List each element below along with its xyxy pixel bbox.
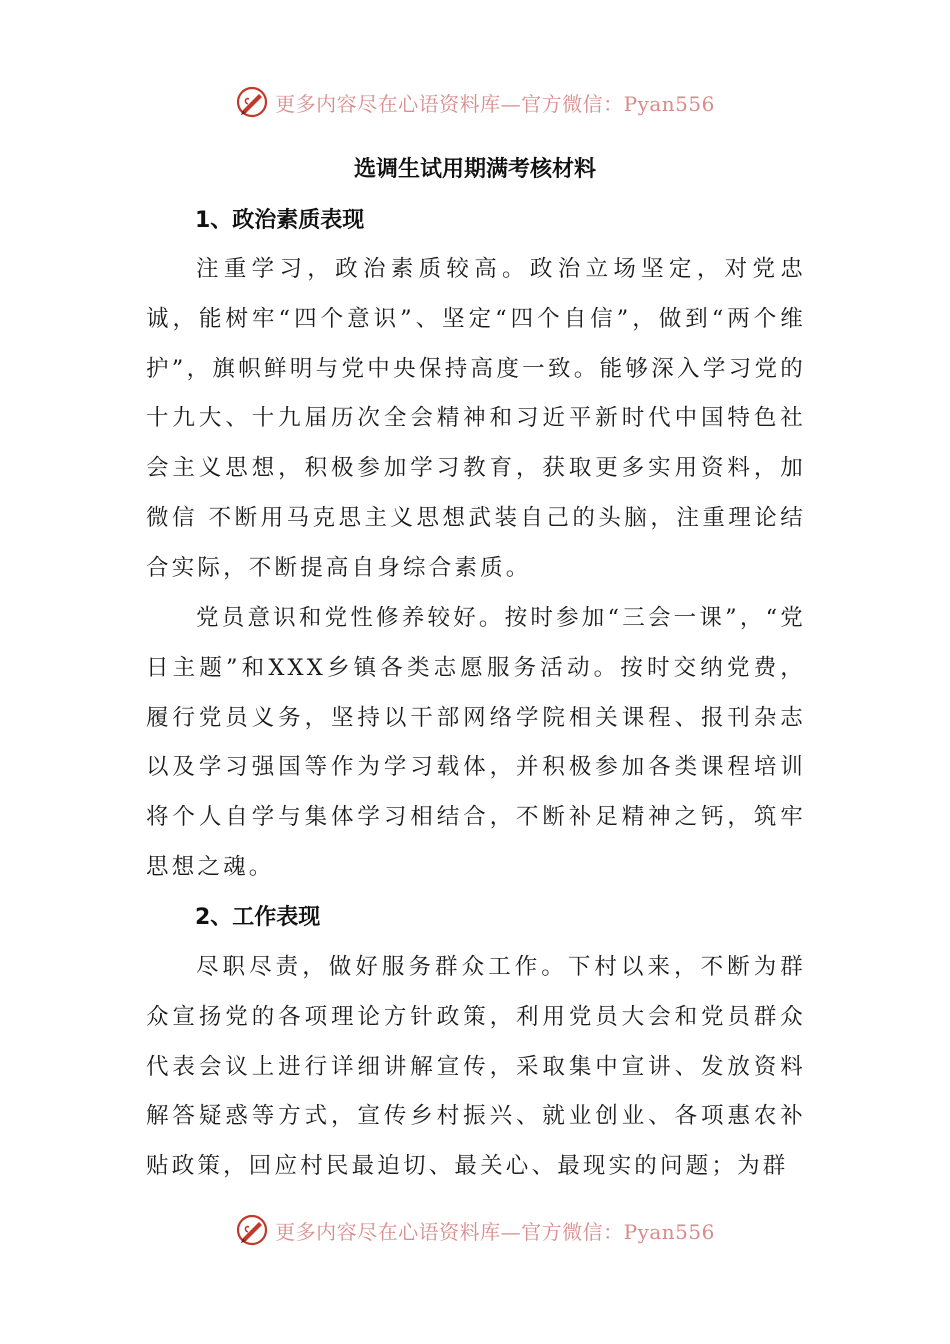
section-heading-political: 1、政治素质表现 bbox=[195, 208, 365, 233]
pen-logo-icon bbox=[235, 85, 269, 119]
watermark-header bbox=[0, 82, 950, 122]
paragraph: 注重学习，政治素质较高。政治立场坚定，对党忠诚，能树牢“四个意识”、坚定“四个自信”，做到“两个维护”，旗帜鲜明与党中央保持高度一致。能够深入学习党的十九大、十九届历次全会精神和习近平新时代中国特色社会主义思想，积极参加学习教育，获取更多实用资料，加微信 不断用马克思主义思想武装自己的头脑，注重理论结合实际，不断提高自身综合素质。 bbox=[146, 256, 806, 581]
paragraph: 尽职尽责，做好服务群众工作。下村以来，不断为群众宣扬党的各项理论方针政策，利用党员大会和党员群众代表会议上进行详细讲解宣传，采取集中宣讲、发放资料解答疑惑等方式，宣传乡村振兴、就业创业、各项惠农补贴政策，回应村民最迫切、最关心、最现实的问题；为群 bbox=[146, 954, 806, 1180]
watermark-text: 更多内容尽在心语资料库—官方微信：Pyan556 bbox=[275, 1219, 715, 1244]
section-heading-work: 2、工作表现 bbox=[195, 905, 321, 930]
pen-logo-icon bbox=[235, 1213, 269, 1247]
document-title: 选调生试用期满考核材料 bbox=[353, 157, 596, 182]
watermark-footer bbox=[0, 1210, 950, 1250]
paragraph: 党员意识和党性修养较好。按时参加“三会一课”，“党日主题”和XXX乡镇各类志愿服务活动。按时交纳党费，履行党员义务，坚持以干部网络学院相关课程、报刊杂志以及学习强国等作为学习载体，并积极参加各类课程培训将个人自学与集体学习相结合，不断补足精神之钙，筑牢思想之魂。 bbox=[146, 605, 806, 880]
watermark-text: 更多内容尽在心语资料库—官方微信：Pyan556 bbox=[275, 91, 715, 116]
